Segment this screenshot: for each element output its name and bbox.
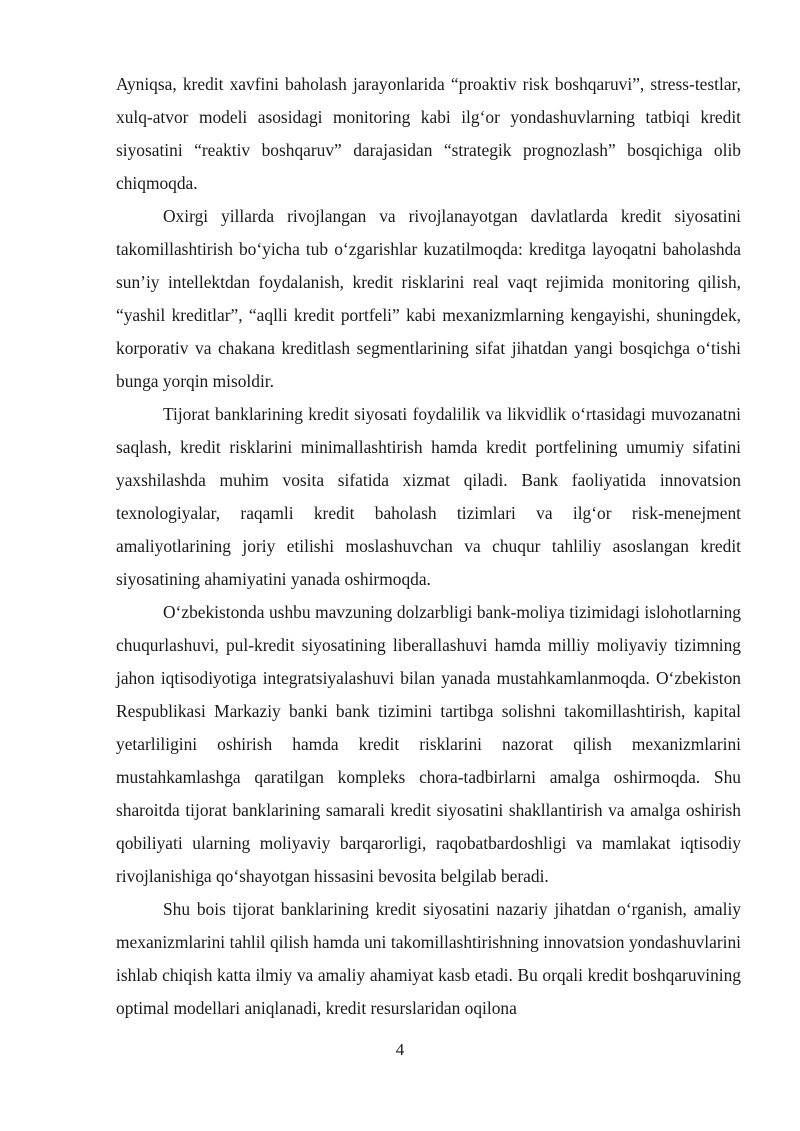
page-number: 4 bbox=[395, 1040, 405, 1059]
document-body bbox=[116, 68, 741, 1025]
paragraph-1: Ayniqsa, kredit xavfini baholash jarayonlarida “proaktiv risk boshqaruvi”, stress-testlar, xulq-atvor modeli asosidagi monitoring kabi ilg‘or yondashuvlarning tatbiqi kredit siyosatini “reaktiv boshqaruv” darajasidan “strategik prognozlash” bosqichiga olib chiqmoqda. bbox=[116, 74, 741, 193]
paragraph-2: Oxirgi yillarda rivojlangan va rivojlanayotgan davlatlarda kredit siyosatini takomillashtirish bo‘yicha tub o‘zgarishlar kuzatilmoqda: kreditga layoqatni baholashda sun’iy intellektdan foydalanish, kredit risklarini real vaqt rejimida monitoring qilish, “yashil kreditlar”, “aqlli kredit portfeli” kabi mexanizmlarning kengayishi, shuningdek, korporativ va chakana kreditlash segmentlarining sifat jihatdan yangi bosqichga o‘tishi bunga yorqin misoldir. bbox=[116, 206, 741, 391]
paragraph-3: Tijorat banklarining kredit siyosati foydalilik va likvidlik o‘rtasidagi muvozanatni saqlash, kredit risklarini minimallashtirish hamda kredit portfelining umumiy sifatini yaxshilashda muhim vosita sifatida xizmat qiladi. Bank faoliyatida innovatsion texnologiyalar, raqamli kredit baholash tizimlari va ilg‘or risk-menejment amaliyotlarining joriy etilishi moslashuvchan va chuqur tahliliy asoslangan kredit siyosatining ahamiyatini yanada oshirmoqda. bbox=[116, 404, 741, 589]
paragraph-5: Shu bois tijorat banklarining kredit siyosatini nazariy jihatdan o‘rganish, amaliy mexanizmlarini tahlil qilish hamda uni takomillashtirishning innovatsion yondashuvlarini ishlab chiqish katta ilmiy va amaliy ahamiyat kasb etadi. Bu orqali kredit boshqaruvining optimal modellari aniqlanadi, kredit resurslaridan oqilona bbox=[116, 899, 741, 1018]
paragraph-4: O‘zbekistonda ushbu mavzuning dolzarbligi bank-moliya tizimidagi islohotlarning chuqurlashuvi, pul-kredit siyosatining liberallashuvi hamda milliy moliyaviy tizimning jahon iqtisodiyotiga integratsiyalashuvi bilan yanada mustahkamlanmoqda. O‘zbekiston Respublikasi Markaziy banki bank tizimini tartibga solishni takomillashtirish, kapital yetarliligini oshirish hamda kredit risklarini nazorat qilish mexanizmlarini mustahkamlashga qaratilgan kompleks chora-tadbirlarni amalga oshirmoqda. Shu sharoitda tijorat banklarining samarali kredit siyosatini shakllantirish va amalga oshirish qobiliyati ularning moliyaviy barqarorligi, raqobatbardoshligi va mamlakat iqtisodiy rivojlanishiga qo‘shayotgan hissasini bevosita belgilab beradi. bbox=[116, 602, 741, 886]
